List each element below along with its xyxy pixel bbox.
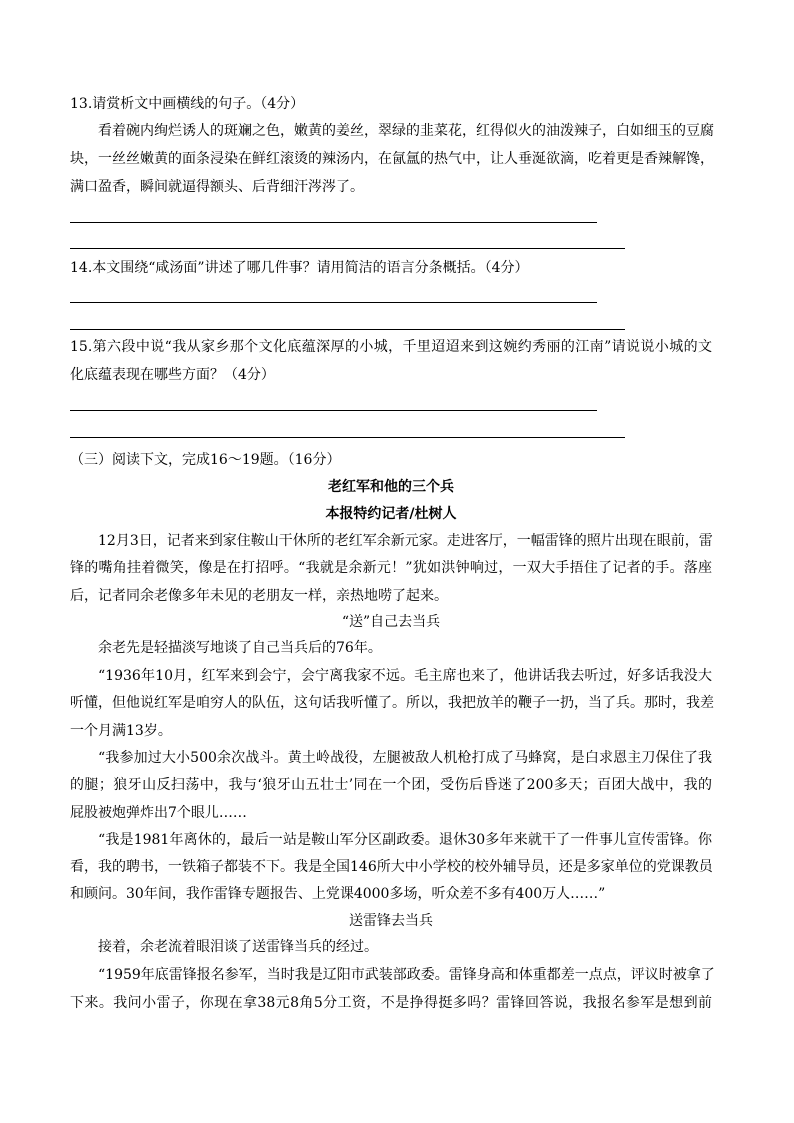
subheading: 送雷锋去当兵 [349,913,433,929]
answer-line[interactable] [70,329,625,330]
paragraph-line: 屁股被炮弹炸出7个眼儿…… [70,805,247,821]
paragraph-line: 后，记者同余老像多年未见的老朋友一样，亲热地唠了起来。 [70,588,448,604]
paragraph-line: “我是1981年离休的，最后一站是鞍山军分区副政委。退休30多年来就干了一件事儿宣传雷锋。你 [98,832,712,848]
paragraph-line: “1936年10月，红军来到会宁，会宁离我家不远。毛主席也来了，他讲话我去听过，好多话我没大 [98,668,712,684]
paragraph-line: 12月3日，记者来到家住鞍山干休所的老红军余新元家。走进客厅，一幅雷锋的照片出现在眼前，雷 [98,533,713,549]
answer-line[interactable] [70,222,597,223]
paragraph-line: 一个月满13岁。 [70,723,172,739]
paragraph-line: “我参加过大小500余次战斗。黄土岭战役，左腿被敌人机枪打成了马蜂窝，是白求恩主刀保住了我 [98,750,712,766]
paragraph-line: 的腿；狼牙山反扫荡中，我与‘狼牙山五壮士’同在一个团，受伤后昏迷了200多天；百团大战中，我的 [70,777,712,793]
paragraph-line: 接着，余老流着眼泪谈了送雷锋当兵的经过。 [98,939,378,955]
section-intro: （三）阅读下文，完成16～19题。（16分） [70,452,341,468]
paragraph-line: 锋的嘴角挂着微笑，像是在打招呼。“我就是余新元！”犹如洪钟响过，一双大手捂住了记者的手。落座 [70,560,712,576]
answer-line[interactable] [70,302,597,303]
answer-line[interactable] [70,437,625,438]
q13-title: 13.请赏析文中画横线的句子。（4分） [70,96,305,112]
paragraph-line: 余老先是轻描淡写地谈了自己当兵后的76年。 [98,640,382,656]
q14-title: 14.本文围绕“咸汤面”讲述了哪几件事？请用简洁的语言分条概括。（4分） [70,260,529,276]
paragraph-line: 看，我的聘书，一铁箱子都装不下。我是全国146所大中小学校的校外辅导员，还是多家单位的党课教员 [70,859,713,875]
article-title: 老红军和他的三个兵 [328,479,454,495]
subheading: “送”自己去当兵 [341,614,441,630]
q15-title-line: 15.第六段中说“我从家乡那个文化底蕴深厚的小城，千里迢迢来到这婉约秀丽的江南”请说说小城的文 [70,339,712,355]
paragraph-line: 听懂，但他说红军是咱穷人的队伍，这句话我听懂了。所以，我把放羊的鞭子一扔，当了兵。那时，我差 [70,695,714,711]
q13-quote-line: 块，一丝丝嫩黄的面条浸染在鲜红滚烫的辣汤内，在氤氲的热气中，让人垂涎欲滴，吃着更是香辣解馋， [70,151,714,167]
q13-quote-line: 看着碗内绚烂诱人的斑斓之色，嫩黄的姜丝，翠绿的韭菜花，红得似火的油泼辣子，白如细玉的豆腐 [98,123,714,139]
paragraph-line: “1959年底雷锋报名参军，当时我是辽阳市武装部政委。雷锋身高和体重都差一点点，评议时被拿了 [98,967,715,983]
q15-title-line: 化底蕴表现在哪些方面？（4分） [70,367,275,383]
article-byline: 本报特约记者/杜树人 [325,506,457,522]
answer-line[interactable] [70,248,625,249]
paragraph-line: 和顾问。30年间，我作雷锋专题报告、上党课4000多场，听众差不多有400万人……” [70,886,606,902]
q13-quote-line: 满口盈香，瞬间就逼得额头、后背细汗涔涔了。 [70,179,364,195]
answer-line[interactable] [70,410,597,411]
paragraph-line: 下来。我问小雷子，你现在拿38元8角5分工资，不是挣得挺多吗？雷锋回答说，我报名参军是想到前 [70,995,712,1011]
